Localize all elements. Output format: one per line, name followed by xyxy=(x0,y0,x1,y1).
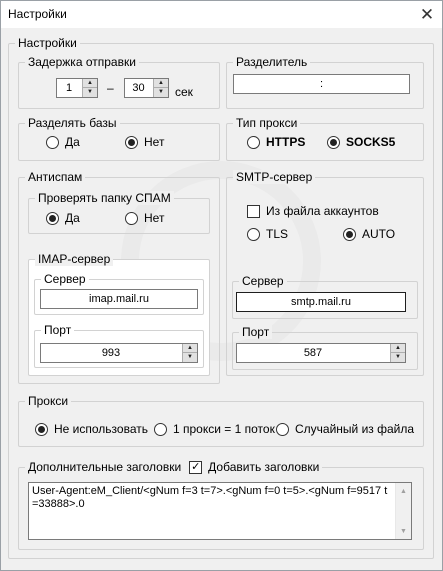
antispam-label: Антиспам xyxy=(25,170,85,184)
delay-from-value: 1 xyxy=(65,82,73,94)
smtp-tls-radio[interactable] xyxy=(247,227,288,241)
imap-server-label: Сервер xyxy=(41,272,89,286)
spin-down-icon[interactable]: ▼ xyxy=(87,89,93,95)
imap-label: IMAP-сервер xyxy=(35,252,113,266)
delay-dash: – xyxy=(107,81,114,95)
smtp-server-label: Сервер xyxy=(239,274,287,288)
spin-up-icon[interactable]: ▲ xyxy=(183,344,197,353)
proxy-one-per-thread-label: 1 прокси = 1 поток xyxy=(173,422,275,436)
split-bases-label: Разделять базы xyxy=(25,116,120,130)
proxy-type-socks5-radio[interactable] xyxy=(327,135,395,149)
proxy-none-label: Не использовать xyxy=(54,422,148,436)
proxy-one-per-thread-radio[interactable] xyxy=(154,422,275,436)
radio-off-icon xyxy=(46,136,59,149)
check-spam-no-radio[interactable] xyxy=(125,211,164,225)
imap-server-input[interactable] xyxy=(40,289,198,309)
radio-on-icon xyxy=(327,136,340,149)
window-title: Настройки xyxy=(8,7,67,21)
smtp-from-accounts-label: Из файла аккаунтов xyxy=(266,204,379,218)
radio-on-icon xyxy=(35,423,48,436)
imap-server-value: imap.mail.ru xyxy=(89,293,149,305)
checkbox-unchecked-icon xyxy=(247,205,260,218)
spin-down-icon[interactable]: ▼ xyxy=(158,89,164,95)
headers-scrollbar[interactable] xyxy=(395,483,411,539)
headers-legend xyxy=(25,460,322,474)
separator-label: Разделитель xyxy=(233,55,310,69)
delay-unit: сек xyxy=(175,85,193,99)
delay-from-stepper[interactable] xyxy=(56,78,98,98)
settings-group-label: Настройки xyxy=(15,36,80,50)
spin-down-icon[interactable]: ▼ xyxy=(187,354,193,360)
headers-textarea[interactable] xyxy=(28,482,412,540)
close-button[interactable] xyxy=(412,1,442,28)
spin-up-icon[interactable]: ▲ xyxy=(154,79,168,88)
spin-up-icon[interactable]: ▲ xyxy=(83,79,97,88)
smtp-port-label: Порт xyxy=(239,325,272,339)
radio-off-icon xyxy=(247,136,260,149)
delay-to-stepper[interactable] xyxy=(124,78,169,98)
proxy-random-label: Случайный из файла xyxy=(295,422,415,436)
check-spam-label: Проверять папку СПАМ xyxy=(35,191,174,205)
delay-to-value: 30 xyxy=(132,82,145,94)
smtp-port-value: 587 xyxy=(303,347,323,359)
radio-off-icon xyxy=(247,228,260,241)
checkbox-checked-icon: ✓ xyxy=(191,460,201,473)
proxy-type-https-radio[interactable] xyxy=(247,135,305,149)
smtp-server-input[interactable] xyxy=(236,292,406,312)
smtp-from-accounts-checkbox[interactable] xyxy=(247,204,379,218)
smtp-auto-radio[interactable] xyxy=(343,227,395,241)
title-bar[interactable] xyxy=(1,1,442,28)
split-bases-no-radio[interactable] xyxy=(125,135,164,149)
smtp-port-stepper[interactable] xyxy=(236,343,406,363)
imap-port-stepper[interactable] xyxy=(40,343,198,363)
check-spam-yes-label: Да xyxy=(65,211,80,225)
check-spam-yes-radio[interactable] xyxy=(46,211,80,225)
smtp-label: SMTP-сервер xyxy=(233,170,315,184)
radio-off-icon xyxy=(125,212,138,225)
radio-on-icon xyxy=(125,136,138,149)
scroll-down-icon[interactable]: ▼ xyxy=(400,527,407,535)
check-spam-no-label: Нет xyxy=(144,211,165,225)
proxy-type-socks5-label: SOCKS5 xyxy=(346,135,396,149)
proxy-none-radio[interactable] xyxy=(35,422,148,436)
headers-add-checkbox[interactable] xyxy=(189,460,319,474)
scroll-up-icon[interactable]: ▲ xyxy=(400,487,407,495)
radio-off-icon xyxy=(154,423,167,436)
split-bases-no-label: Нет xyxy=(144,135,165,149)
split-bases-yes-label: Да xyxy=(65,135,80,149)
separator-input[interactable] xyxy=(233,74,410,94)
radio-on-icon xyxy=(343,228,356,241)
close-icon: ✕ xyxy=(419,4,435,24)
separator-value: : xyxy=(319,78,324,90)
delay-label: Задержка отправки xyxy=(25,55,139,69)
proxy-type-https-label: HTTPS xyxy=(266,135,306,149)
headers-label: Дополнительные заголовки xyxy=(28,460,182,474)
proxy-label: Прокси xyxy=(25,394,71,408)
radio-on-icon xyxy=(46,212,59,225)
proxy-type-label: Тип прокси xyxy=(233,116,300,130)
proxy-random-radio[interactable] xyxy=(276,422,414,436)
radio-off-icon xyxy=(276,423,289,436)
spin-up-icon[interactable]: ▲ xyxy=(391,344,405,353)
headers-add-label: Добавить заголовки xyxy=(208,460,320,474)
imap-port-value: 993 xyxy=(101,347,121,359)
headers-value: User-Agent:eM_Client/<gNum f=3 t=7>.<gNum f=0 t=5>.<gNum f=9517 t=33888>.0 xyxy=(32,485,388,510)
spin-down-icon[interactable]: ▼ xyxy=(395,354,401,360)
smtp-auto-label: AUTO xyxy=(362,227,396,241)
smtp-server-value: smtp.mail.ru xyxy=(291,296,351,308)
imap-port-label: Порт xyxy=(41,323,74,337)
smtp-tls-label: TLS xyxy=(266,227,289,241)
split-bases-yes-radio[interactable] xyxy=(46,135,80,149)
